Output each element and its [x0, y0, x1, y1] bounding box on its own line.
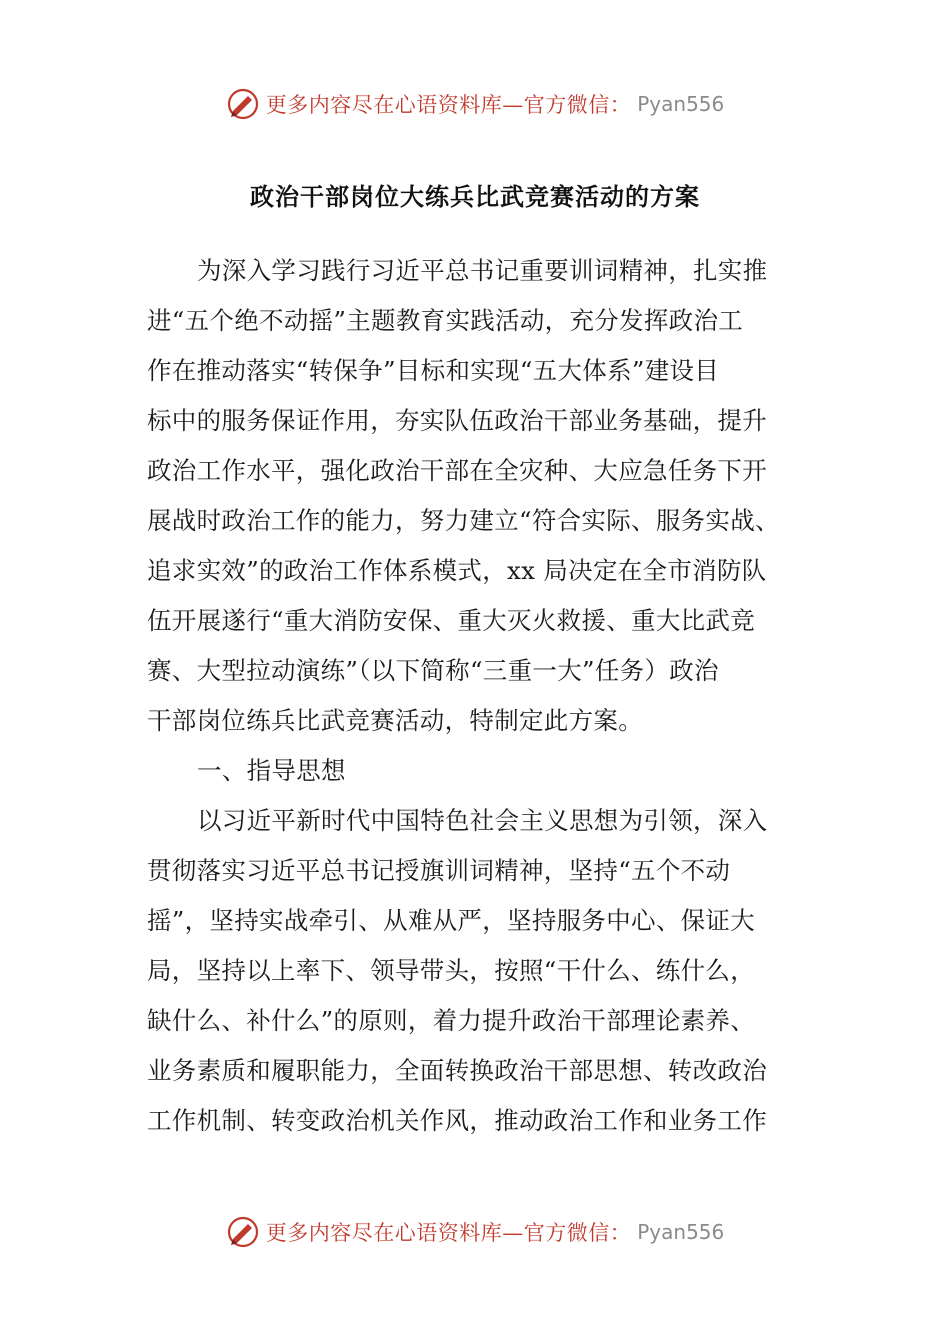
paragraph-line: 作在推动落实“转保争”目标和实现“五大体系”建设目 [147, 356, 720, 385]
paragraph-line: 为深入学习践行习近平总书记重要训词精神，扎实推 [197, 256, 768, 285]
watermark-banner-bottom [0, 1212, 950, 1252]
paragraph-line: 摇”，坚持实战牵引、从难从严，坚持服务中心、保证大 [147, 906, 756, 935]
paragraph [147, 746, 797, 796]
paragraph-line: 缺什么、补什么”的原则，着力提升政治干部理论素养、 [147, 1006, 756, 1035]
paragraph-line: 以习近平新时代中国特色社会主义思想为引领，深入 [197, 806, 768, 835]
paragraph [147, 796, 797, 1146]
paragraph-line: 贯彻落实习近平总书记授旗训词精神，坚持“五个不动 [147, 856, 731, 885]
paragraph [147, 246, 797, 746]
banner-contact: Pyan556 [637, 92, 725, 116]
pen-logo-icon [226, 1215, 260, 1249]
paragraph-line: 标中的服务保证作用，夯实队伍政治干部业务基础，提升 [147, 406, 767, 435]
paragraph-line: 伍开展遂行“重大消防安保、重大灭火救援、重大比武竞 [147, 606, 756, 635]
paragraph-line: 展战时政治工作的能力，努力建立“符合实际、服务实战、 [147, 506, 780, 535]
banner-text: 更多内容尽在心语资料库—官方微信： [265, 93, 632, 117]
paragraph-line: 赛、大型拉动演练”（以下简称“三重一大”任务）政治 [147, 656, 719, 685]
paragraph-line: 干部岗位练兵比武竞赛活动，特制定此方案。 [147, 706, 643, 735]
paragraph-line: 一、指导思想 [197, 756, 346, 785]
pen-logo-icon [226, 87, 260, 121]
banner-contact: Pyan556 [637, 1220, 725, 1244]
paragraph-line: 业务素质和履职能力，全面转换政治干部思想、转改政治 [147, 1056, 767, 1085]
paragraph-line: 进“五个绝不动摇”主题教育实践活动，充分发挥政治工 [147, 306, 744, 335]
document-body [147, 246, 797, 1146]
banner-text: 更多内容尽在心语资料库—官方微信： [265, 1221, 632, 1245]
paragraph-line: 工作机制、转变政治机关作风，推动政治工作和业务工作 [147, 1106, 767, 1135]
watermark-banner-top [0, 84, 950, 124]
paragraph-line: 局，坚持以上率下、领导带头，按照“干什么、练什么， [147, 956, 756, 985]
paragraph-line: 政治工作水平，强化政治干部在全灾种、大应急任务下开 [147, 456, 767, 485]
document-title: 政治干部岗位大练兵比武竞赛活动的方案 [250, 183, 700, 211]
paragraph-line: 追求实效”的政治工作体系模式，xx 局决定在全市消防队 [147, 556, 767, 585]
